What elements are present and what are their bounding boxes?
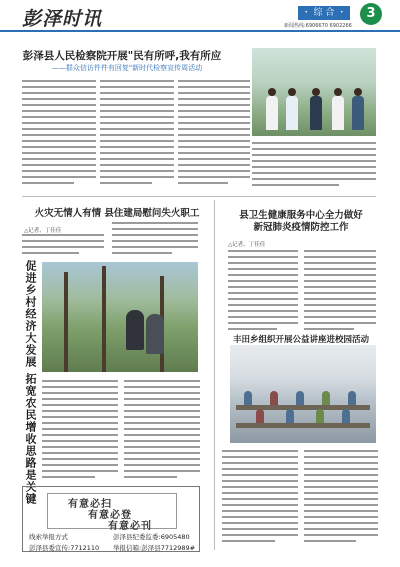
top-article-title: 彭泽县人民检察院开展"民有所呼,我有所应 <box>22 50 222 62</box>
section-divider <box>22 196 376 197</box>
ad-phone-number: 7712110 <box>70 544 100 552</box>
ad-mail-label: 举报信箱:彭泽县7712989# <box>113 544 196 552</box>
fengtian-article-body-col1 <box>222 450 298 550</box>
masthead <box>0 0 400 32</box>
page-number-badge: 3 <box>360 3 382 25</box>
forest-article-vertical-title: 促进乡村经济大发展 拓宽农民增收思路是关键 <box>24 260 37 505</box>
health-article-title-line1: 县卫生健康服务中心全力做好 <box>239 210 363 221</box>
section-label: ・ 综 合 ・ <box>298 6 350 20</box>
fire-article-byline: △记者、丁佳佳 <box>24 228 62 234</box>
classroom-lecture-photo <box>230 345 376 443</box>
fire-article-body-col2 <box>112 222 198 256</box>
top-article-body-col2 <box>100 80 174 190</box>
fire-article-body-col1 <box>22 234 104 256</box>
health-article-body-col2 <box>304 250 376 334</box>
ad-hotline-label: 线索举报方式 <box>29 533 68 541</box>
fengtian-article-title: 丰田乡组织开展公益讲座进校园活动 <box>232 335 369 345</box>
prosecutor-event-photo <box>252 48 376 136</box>
newspaper-logo: 彭泽时讯 <box>22 8 103 30</box>
ad-line-2: 有意必登 <box>88 510 132 521</box>
health-article-byline: △记者、丁佳佳 <box>228 242 266 248</box>
column-divider <box>214 200 215 550</box>
top-article-subtitle: ——群众信访件件有回复"新时代检察宣传周活动 <box>51 64 203 72</box>
fengtian-article-body-col2 <box>304 450 378 550</box>
ad-phone <box>29 543 99 552</box>
ad-phone-label: 彭泽县委宣传: <box>29 544 71 552</box>
health-article-title-line2: 新冠肺炎疫情防控工作 <box>253 222 349 233</box>
ad-line-3: 有意必刊 <box>108 521 152 532</box>
ad-email: 彭泽县纪委监委:6905480 <box>113 533 190 541</box>
ad-banner <box>47 493 177 532</box>
forest-article-body-col1 <box>42 380 118 480</box>
top-article-body-col4 <box>252 142 376 192</box>
top-article-body-col3 <box>178 80 250 190</box>
health-article-body-col1 <box>228 250 298 334</box>
fire-article-title: 火灾无情人有情 县住建局慰问失火职工 <box>34 208 200 219</box>
forest-field-photo <box>42 262 198 372</box>
ad-line-1: 有意必扫 <box>68 499 112 510</box>
top-article-body-col1 <box>22 80 96 190</box>
hotline-advertisement <box>22 486 200 552</box>
hotline-line: 新闻热线:6906670 6902266 <box>284 23 352 29</box>
forest-article-body-col2 <box>124 380 200 480</box>
